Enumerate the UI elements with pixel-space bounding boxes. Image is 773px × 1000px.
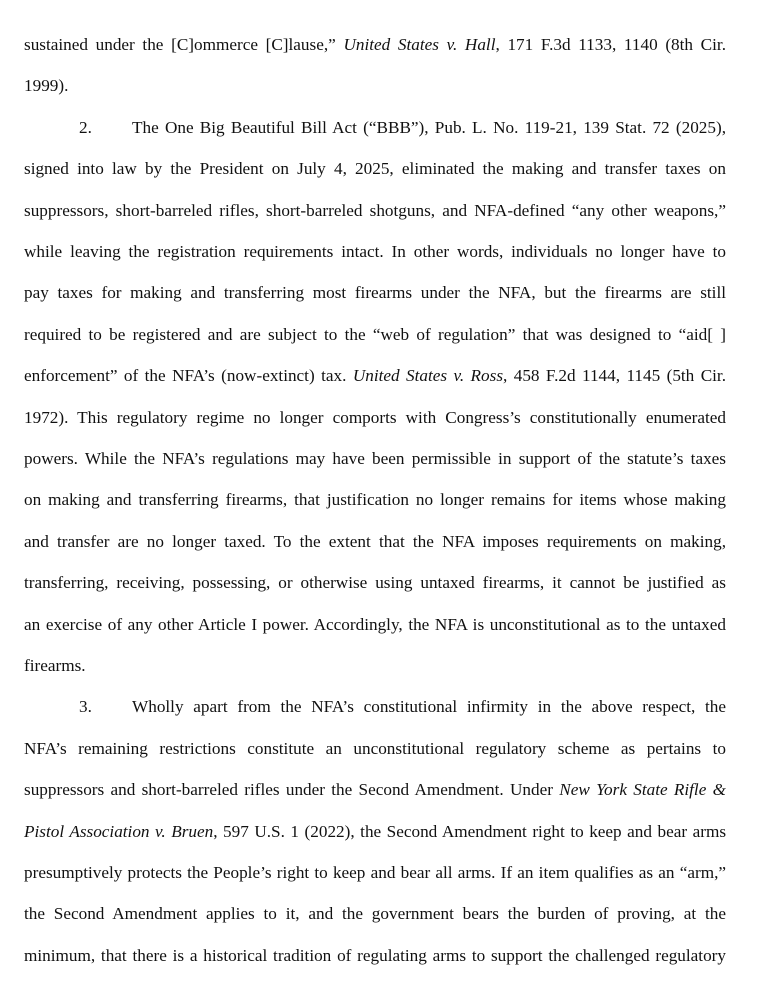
text-run: while leaving the registration requirements intact. In other words, individuals no longer have to: [24, 242, 726, 261]
document-line: [24, 116, 726, 140]
case-citation: Pistol Association v. Bruen: [24, 821, 214, 841]
text-run: on making and transferring firearms, that justification no longer remains for items whose making: [24, 490, 726, 510]
document-line: [24, 695, 726, 719]
text-run: minimum, that there is a historical tradition of regulating arms to support the challenged regulatory: [24, 945, 726, 965]
case-citation: New York State Rifle &: [559, 780, 726, 800]
document-line: [24, 199, 726, 223]
text-run: firearms.: [24, 656, 86, 675]
text-run: NFA’s remaining restrictions constitute an unconstitutional regulatory scheme as pertains to: [24, 738, 726, 758]
document-line: [24, 861, 726, 885]
document-line: [24, 778, 726, 802]
document-line: [24, 820, 726, 844]
document-line: [24, 613, 726, 637]
text-run: powers. While the NFA’s regulations may have been permissible in support of the statute’s taxes: [24, 449, 726, 468]
document-line: [24, 571, 726, 595]
document-line: [24, 323, 726, 347]
document-line: [24, 33, 726, 57]
document-line: [24, 447, 726, 471]
case-citation: United States v. Ross: [352, 366, 504, 386]
text-run: enforcement” of the NFA’s (now-extinct) tax.: [24, 366, 353, 386]
text-run: and transfer are no longer taxed. To the extent that the NFA imposes requirements on making,: [24, 531, 726, 551]
text-run: an exercise of any other Article I power. Accordingly, the NFA is unconstitutional as to the untaxed: [24, 614, 726, 634]
text-run: signed into law by the President on July 4, 2025, eliminated the making and transfer taxes on: [24, 159, 726, 179]
text-run: , 597 U.S. 1 (2022), the Second Amendment right to keep and bear arms: [213, 821, 727, 841]
document-line: [24, 902, 726, 926]
text-run: 1972). This regulatory regime no longer comports with Congress’s constitutionally enumerated: [24, 407, 726, 427]
document-line: [24, 240, 726, 264]
case-citation: United States v. Hall: [343, 35, 496, 54]
text-run: suppressors and short-barreled rifles under the Second Amendment. Under: [24, 780, 560, 800]
document-line: [24, 281, 726, 305]
document-line: [24, 488, 726, 512]
text-run: the Second Amendment applies to it, and the government bears the burden of proving, at the: [24, 904, 726, 924]
text-run: sustained under the [C]ommerce [C]lause,”: [24, 35, 344, 54]
document-line: [24, 364, 726, 388]
document-line: [24, 944, 726, 968]
text-run: The One Big Beautiful Bill Act (“BBB”), Pub. L. No. 119-21, 139 Stat. 72 (2025),: [132, 117, 726, 137]
text-run: suppressors, short-barreled rifles, short-barreled shotguns, and NFA-defined “any other weapons,”: [24, 200, 726, 220]
text-run: Wholly apart from the NFA’s constitutional infirmity in the above respect, the: [132, 697, 726, 717]
text-run: , 171 F.3d 1133, 1140 (8th Cir.: [495, 35, 726, 54]
document-line: [24, 654, 726, 678]
document-line: [24, 530, 726, 554]
document-line: [24, 74, 726, 98]
paragraph-number: 2.: [79, 117, 92, 137]
text-run: pay taxes for making and transferring most firearms under the NFA, but the firearms are still: [24, 283, 726, 303]
text-run: presumptively protects the People’s right to keep and bear all arms. If an item qualifies as an “arm,”: [24, 863, 726, 882]
document-line: [24, 737, 726, 761]
document-line: [24, 406, 726, 430]
document-line: [24, 157, 726, 181]
text-run: required to be registered and are subject to the “web of regulation” that was designed to “aid[ ]: [24, 324, 726, 344]
paragraph-number: 3.: [79, 697, 92, 717]
text-run: , 458 F.2d 1144, 1145 (5th Cir.: [503, 366, 727, 386]
text-run: transferring, receiving, possessing, or otherwise using untaxed firearms, it cannot be justified as: [24, 573, 726, 593]
text-run: 1999).: [24, 76, 69, 96]
